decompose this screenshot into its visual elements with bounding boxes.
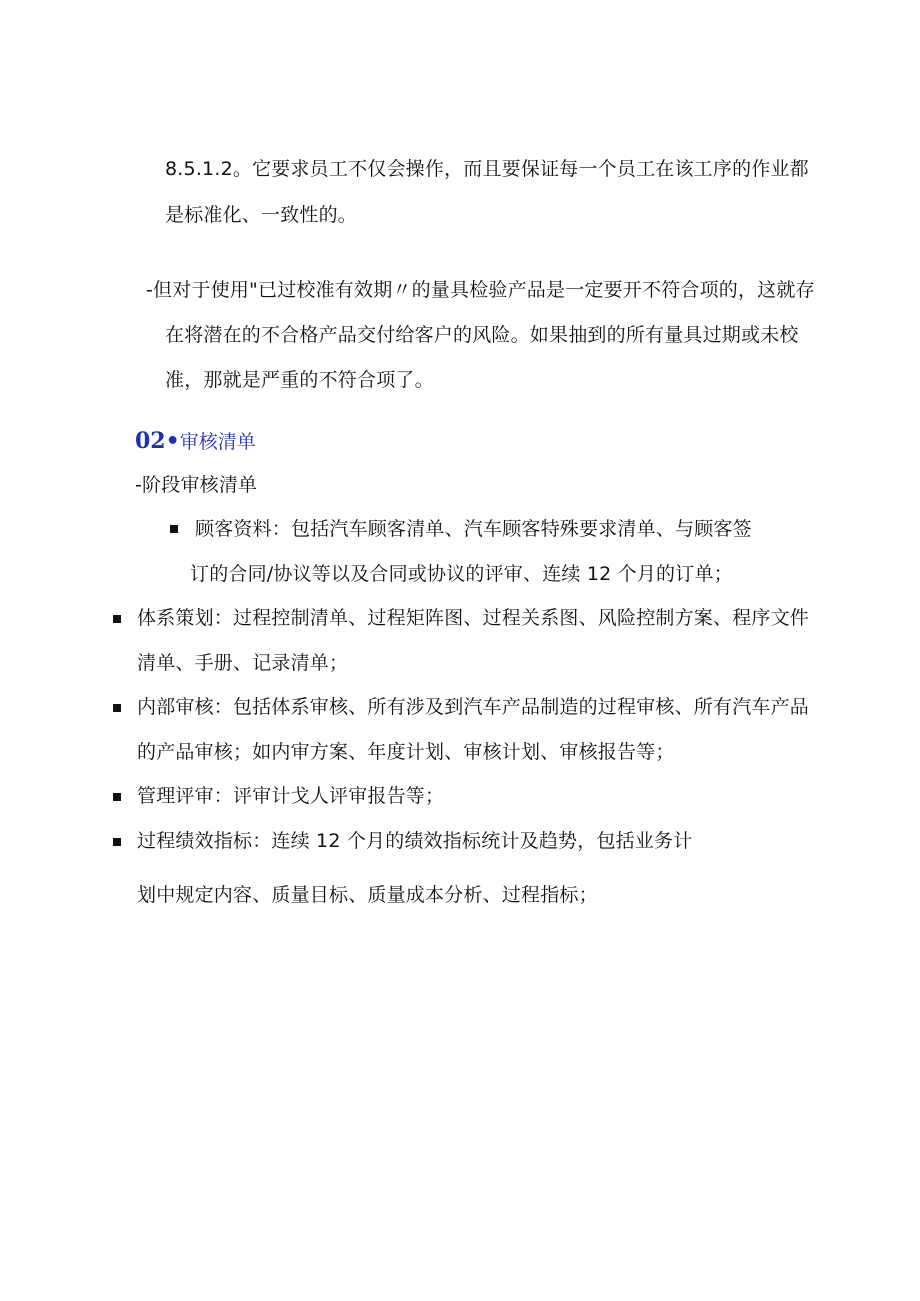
paragraph-2-line-3: 准，那就是严重的不符合项了。: [165, 369, 434, 391]
bullet-square-icon: [113, 793, 121, 801]
bullet-square-icon: [170, 525, 178, 533]
paragraph-1-line-2: 是标准化、一致性的。: [165, 204, 358, 226]
bullet-square-icon: [113, 704, 121, 712]
section-number: 02: [135, 428, 166, 454]
paragraph-2-line-1: -但对于使用"已过校准有效期〃的量具检验产品是一定要开不符合项的，这就存: [146, 279, 815, 301]
paragraph-1-line-1: 8.5.1.2。它要求员工不仅会操作，而且要保证每一个员工在该工序的作业都: [165, 158, 809, 180]
list-item-system-line-2: 清单、手册、记录清单；: [137, 652, 349, 674]
list-item-customer-line-2: 订的合同/协议等以及合同或协议的评审、连续 12 个月的订单；: [190, 563, 733, 585]
section-bullet-dot: •: [165, 429, 180, 454]
list-item-system-line-1: 体系策划：过程控制清单、过程矩阵图、过程关系图、风险控制方案、程序文件: [137, 607, 810, 629]
section-subtitle: -阶段审核清单: [135, 474, 258, 496]
paragraph-2-line-2: 在将潜在的不合格产品交付给客户的风险。如果抽到的所有量具过期或未校: [165, 324, 799, 346]
bullet-square-icon: [113, 838, 121, 846]
list-item-kpi-line-2: 划中规定内容、质量目标、质量成本分析、过程指标；: [137, 884, 598, 906]
list-item-internal-line-1: 内部审核：包括体系审核、所有涉及到汽车产品制造的过程审核、所有汽车产品: [137, 696, 810, 718]
list-item-kpi-line-1: 过程绩效指标：连续 12 个月的绩效指标统计及趋势，包括业务计: [137, 830, 693, 852]
list-item-customer-line-1: 顾客资料：包括汽车顾客清单、汽车顾客特殊要求清单、与顾客签: [195, 518, 752, 540]
section-heading: [135, 428, 256, 456]
list-item-management-line-1: 管理评审：评审计戈人评审报告等；: [137, 785, 445, 807]
section-title: 审核清单: [179, 431, 256, 453]
bullet-square-icon: [113, 615, 121, 623]
list-item-internal-line-2: 的产品审核；如内审方案、年度计划、审核计划、审核报告等；: [137, 741, 675, 763]
